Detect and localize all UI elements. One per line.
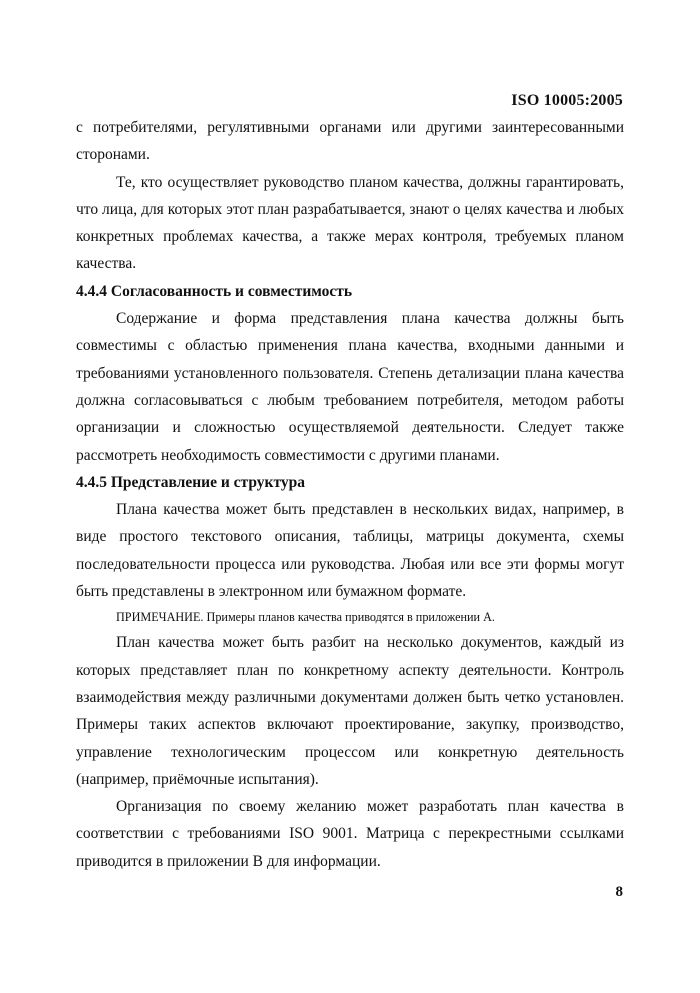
- paragraph-iso-9001: Организация по своему желанию может разработать план качества в соответствии с требованиями ISO 9001. Матрица с перекрестными ссылками приводится в приложении В для информации.: [76, 798, 624, 870]
- paragraph-presentation: Плана качества может быть представлен в нескольких видах, например, в виде простого текстового описания, таблицы, матрицы документа, схемы последовательности процесса или руководства. Любая или все эти формы могут быть представлены в электронном или бумажном формате.: [76, 501, 624, 601]
- document-code: ISO 10005:2005: [511, 92, 623, 109]
- page-content: [76, 114, 624, 875]
- section-heading-4-4-4: 4.4.4 Согласованность и совместимость: [76, 282, 353, 300]
- paragraph-consistency: Содержание и форма представления плана качества должны быть совместимы с областью применения плана качества, входными данными и требованиями установленного пользователя. Степень детализации плана качества должна согласовываться с любым требованием потребителя, методом работы организации и сложностью осуществляемой деятельности. Следует также рассмотреть необходимость совместимости с другими планами.: [76, 310, 624, 464]
- paragraph-continuation: с потребителями, регулятивными органами или другими заинтересованными сторонами.: [76, 119, 624, 164]
- note-text: ПРИМЕЧАНИЕ. Примеры планов качества приводятся в приложении А.: [116, 610, 495, 625]
- paragraph-quality-plan-management: Те, кто осуществляет руководство планом качества, должны гарантировать, что лица, для которых этот план разрабатывается, знают о целях качества и любых конкретных проблемах качества, а также мерах контроля, требуемых планом качества.: [76, 173, 624, 273]
- page-number: 8: [615, 884, 623, 900]
- paragraph-document-split: План качества может быть разбит на несколько документов, каждый из которых представляет план по конкретному аспекту деятельности. Контроль взаимодействия между различными документами должен быть четко установлен. Примеры таких аспектов включают проектирование, закупку, производство, управление технологическим процессом или конкретную деятельность (например, приёмочные испытания).: [76, 634, 624, 788]
- section-heading-4-4-5: 4.4.5 Представление и структура: [76, 473, 305, 491]
